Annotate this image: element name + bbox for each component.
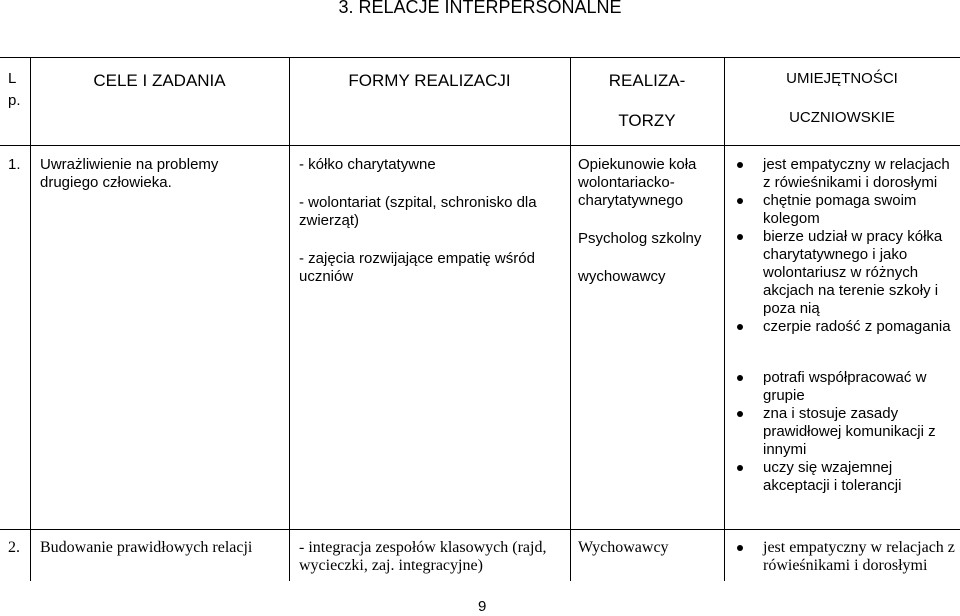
row1-form-item: - kółko charytatywne [299, 156, 436, 173]
skill-item: potrafi współpracować w grupie [737, 369, 959, 405]
skill-item: chętnie pomaga swoim kolegom [737, 192, 959, 228]
page-number: 9 [478, 598, 487, 615]
row1-form-item: - zajęcia rozwijające empatię wśród uczniów [299, 250, 535, 285]
skill-item: uczy się wzajemnej akceptacji i tolerancji [737, 459, 959, 495]
skill-item: zna i stosuje zasady prawidłowej komunikacji z innymi [737, 405, 959, 459]
col-border-4 [724, 57, 725, 581]
row1-form-item: - wolontariat (szpital, schronisko dla zwierząt) [299, 194, 537, 229]
col-border-2 [289, 57, 290, 581]
header-realizers-line2: TORZY [618, 111, 676, 130]
header-realizers-line1: REALIZA- [608, 71, 686, 90]
row1-skills-list-1 [737, 156, 959, 336]
skill-item: jest empatyczny w relacjach z rówieśnikami i dorosłymi [737, 539, 959, 575]
row1-forms [299, 156, 561, 286]
skill-item: jest empatyczny w relacjach z rówieśnikami i dorosłymi [737, 156, 959, 192]
row2-number: 2. [8, 539, 20, 556]
col-border-1 [30, 57, 31, 581]
skill-item: czerpie radość z pomagania [737, 318, 959, 336]
row1-skills-list-2 [737, 369, 959, 495]
row2-realizers: Wychowawcy [578, 539, 669, 556]
header-skills-line2: UCZNIOWSKIE [789, 109, 895, 126]
row1-realizer-item: wychowawcy [578, 268, 666, 285]
section-title: 3. RELACJE INTERPERSONALNE [338, 0, 622, 17]
row2-forms: - integracja zespołów klasowych (rajd, wycieczki, zaj. integracyjne) [299, 539, 547, 574]
row2-goal: Budowanie prawidłowych relacji [40, 539, 253, 556]
col-border-3 [570, 57, 571, 581]
header-lp: L p. [8, 70, 21, 109]
row1-goal: Uwrażliwienie na problemy drugiego człowieka. [40, 156, 219, 191]
row1-realizer-item: Opiekunowie koła wolontariacko-charytatywnego [578, 156, 697, 209]
skill-item: bierze udział w pracy kółka charytatywnego i jako wolontariusz w różnych akcjach na terenie szkoły i poza nią [737, 228, 959, 318]
row1-number: 1. [8, 156, 21, 173]
header-goals: CELE I ZADANIA [93, 71, 226, 90]
row1-realizer-item: Psycholog szkolny [578, 230, 702, 247]
table-top-border [0, 57, 960, 58]
row1-realizers [578, 156, 708, 286]
row1-bottom-border [0, 529, 960, 530]
header-skills-line1: UMIEJĘTNOŚCI [786, 70, 898, 87]
header-forms: FORMY REALIZACJI [348, 71, 511, 90]
header-bottom-border [0, 145, 960, 146]
row2-skills-list [737, 539, 959, 575]
